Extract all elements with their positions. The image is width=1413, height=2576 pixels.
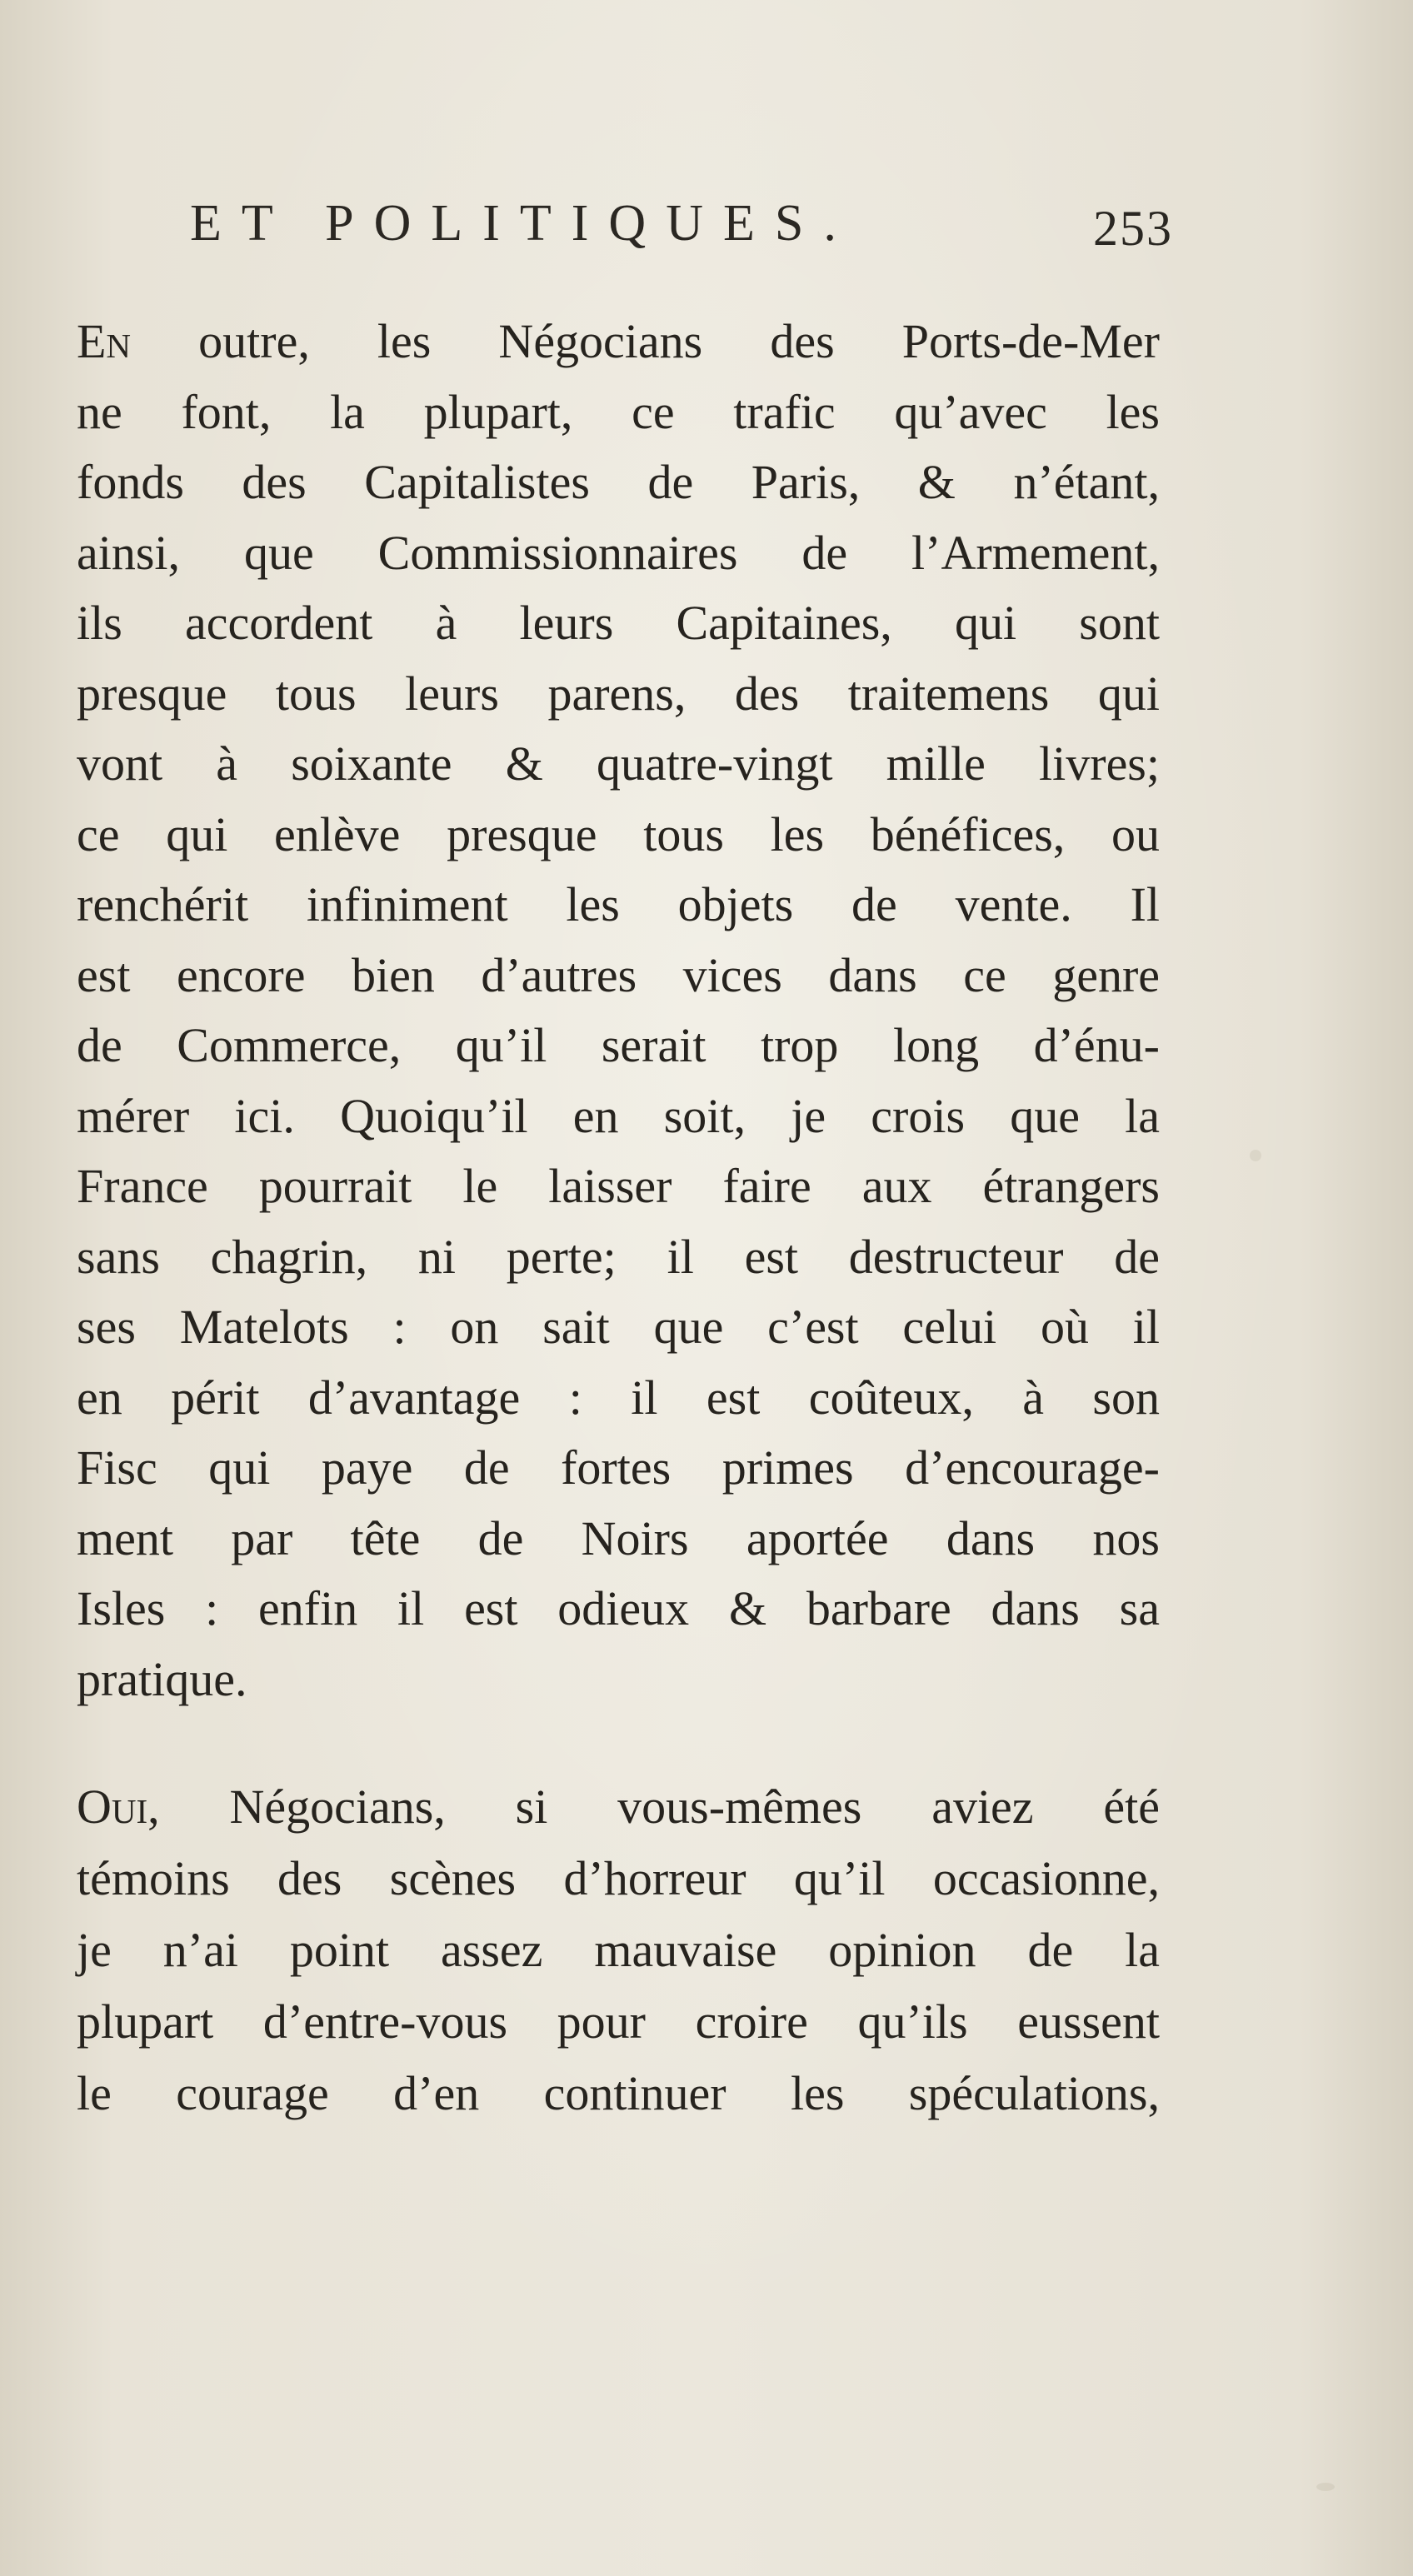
text-line: ses Matelots : on sait que c’est celui où il [77, 1300, 1160, 1354]
text-line: fonds des Capitalistes de Paris, & n’étant, [77, 455, 1160, 509]
text-line: ment par tête de Noirs aportée dans nos [77, 1510, 1160, 1565]
line-text: , Négocians, si vous-mêmes aviez été [147, 1780, 1160, 1834]
text-line: témoins des scènes d’horreur qu’il occasionne, [77, 1851, 1160, 1905]
text-line: renchérit infiniment les objets de vente. Il [77, 877, 1160, 931]
paragraph-2 [77, 1771, 1160, 2129]
paper-stain [1250, 1150, 1261, 1161]
text-line: est encore bien d’autres vices dans ce genre [77, 947, 1160, 1002]
paper-stain [1316, 2483, 1335, 2491]
paragraph-lead: En [77, 314, 132, 368]
page-number: 253 [1093, 201, 1173, 256]
text-line: France pourrait le laisser faire aux étrangers [77, 1159, 1160, 1213]
page-header [190, 182, 1173, 265]
text-line: ainsi, que Commissionnaires de l’Armement, [77, 525, 1160, 580]
paragraph-lead: Oui [77, 1780, 148, 1834]
text-line: pratique. [77, 1651, 247, 1706]
text-line: je n’ai point assez mauvaise opinion de la [77, 1923, 1160, 1977]
text-line: ils accordent à leurs Capitaines, qui sont [77, 596, 1160, 650]
text-line: en périt d’avantage : il est coûteux, à son [77, 1370, 1160, 1425]
running-head: ET POLITIQUES. [190, 195, 856, 252]
text-line: Fisc qui paye de fortes primes d’encourage- [77, 1440, 1160, 1495]
text-line [77, 307, 1160, 377]
text-line: vont à soixante & quatre-vingt mille livres; [77, 736, 1160, 791]
text-line: mérer ici. Quoiqu’il en soit, je crois que la [77, 1088, 1160, 1143]
text-line [77, 1771, 1160, 1843]
text-line: sans chagrin, ni perte; il est destructeur de [77, 1229, 1160, 1284]
line-text: outre, les Négocians des Ports-de-Mer [131, 314, 1160, 368]
paragraph-1 [77, 307, 1160, 1715]
text-line: plupart d’entre-vous pour croire qu’ils eussent [77, 1994, 1160, 2049]
text-line: le courage d’en continuer les spéculations, [77, 2066, 1160, 2120]
text-line: ce qui enlève presque tous les bénéfices, ou [77, 806, 1160, 861]
text-line: presque tous leurs parens, des traitemens qui [77, 666, 1160, 721]
text-line: de Commerce, qu’il serait trop long d’énu- [77, 1018, 1160, 1072]
text-line: Isles : enfin il est odieux & barbare dans sa [77, 1581, 1160, 1635]
text-line: ne font, la plupart, ce trafic qu’avec les [77, 384, 1160, 439]
